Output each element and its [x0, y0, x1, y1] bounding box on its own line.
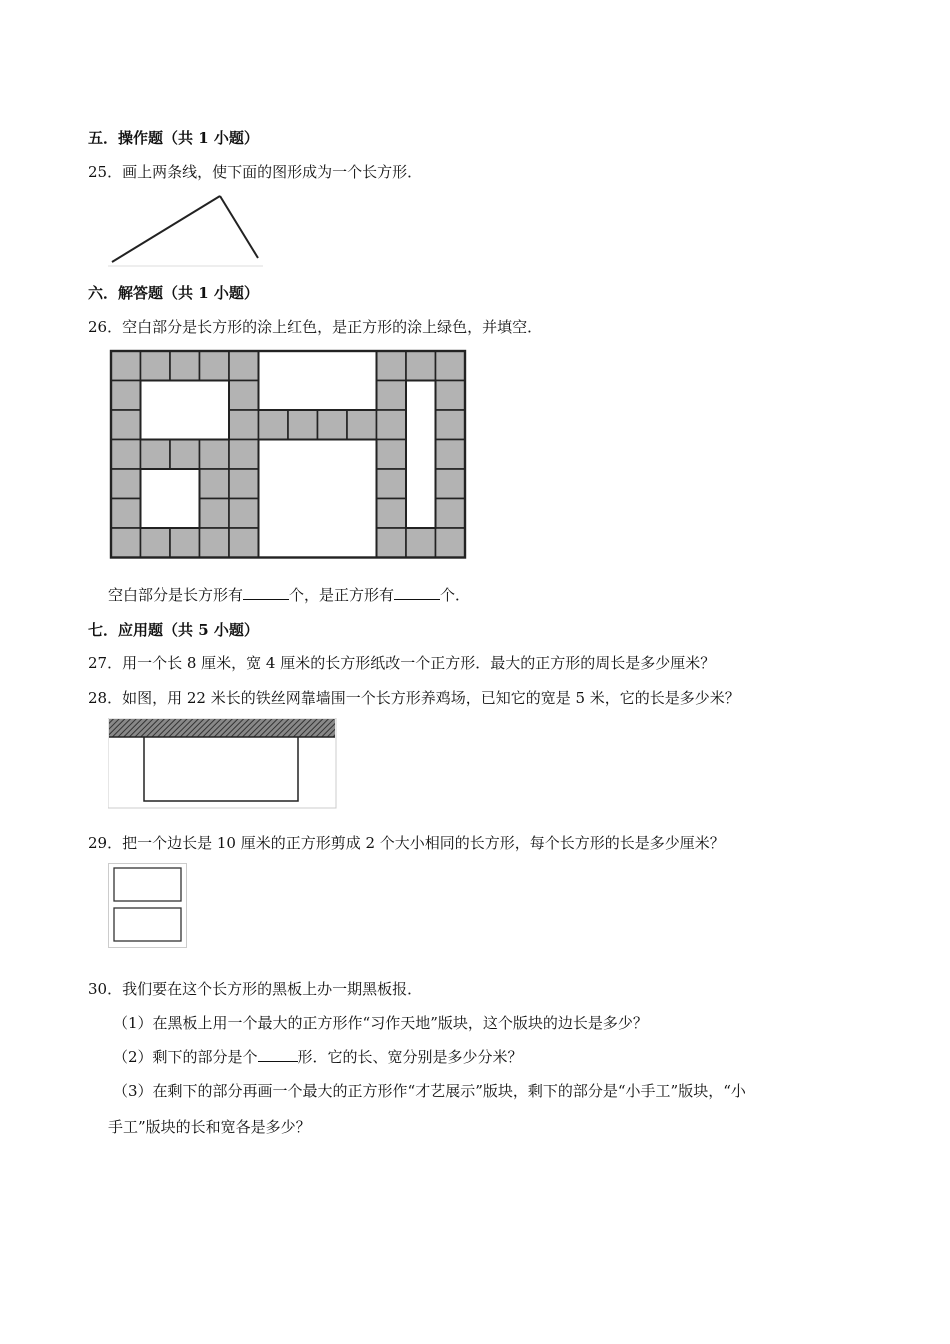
- grid-cell: [200, 351, 230, 381]
- blank-region[interactable]: [259, 351, 377, 410]
- question-30-1: （1）在黑板上用一个最大的正方形作“习作天地”版块，这个版块的边长是多少？: [113, 1014, 648, 1032]
- grid-cell: [170, 440, 200, 470]
- question-29: 29．把一个边长是 10 厘米的正方形剪成 2 个大小相同的长方形，每个长方形的长是多少厘米？: [88, 834, 725, 852]
- blank-region[interactable]: [141, 469, 200, 528]
- grid-cell: [406, 528, 436, 558]
- grid-cell: [170, 528, 200, 558]
- question-25: 25．画上两条线，使下面的图形成为一个长方形．: [88, 163, 423, 181]
- grid-cell: [111, 351, 141, 381]
- q29-square-figure: [108, 863, 188, 949]
- q26-fill-text-a: 空白部分是长方形有: [108, 586, 244, 604]
- grid-cell: [377, 440, 407, 470]
- q30-2-text-b: 形．它的长、宽分别是多少分米？: [297, 1048, 523, 1066]
- grid-cell: [436, 528, 466, 558]
- section-6-heading: 六．解答题（共 1 小题）: [88, 284, 259, 302]
- question-28: 28．如图，用 22 米长的铁丝网靠墙围一个长方形养鸡场，已知它的宽是 5 米，它的长是多少米？: [88, 689, 740, 707]
- grid-cell: [111, 410, 141, 440]
- grid-cell: [111, 381, 141, 411]
- grid-cell: [229, 351, 259, 381]
- blank-region[interactable]: [406, 381, 436, 529]
- grid-cell: [111, 499, 141, 529]
- grid-cell: [111, 469, 141, 499]
- question-27: 27．用一个长 8 厘米，宽 4 厘米的长方形纸改一个正方形．最大的正方形的周长是多少厘米？: [88, 654, 716, 672]
- grid-cell: [259, 410, 289, 440]
- grid-cell: [377, 381, 407, 411]
- grid-cell: [288, 410, 318, 440]
- grid-cell: [229, 499, 259, 529]
- question-30-3-cont: 手工”版块的长和宽各是多少？: [108, 1118, 311, 1136]
- q26-grid-figure: [108, 348, 468, 564]
- q26-blank-rect[interactable]: [243, 585, 289, 600]
- grid-cell: [111, 440, 141, 470]
- grid-cell: [406, 351, 436, 381]
- blank-region[interactable]: [259, 440, 377, 558]
- section-5-heading: 五．操作题（共 1 小题）: [88, 129, 259, 147]
- grid-cell: [200, 469, 230, 499]
- grid-cell: [377, 499, 407, 529]
- grid-cell: [436, 440, 466, 470]
- grid-cell: [318, 410, 348, 440]
- grid-cell: [377, 351, 407, 381]
- grid-cell: [377, 528, 407, 558]
- grid-cell: [436, 381, 466, 411]
- grid-cell: [377, 469, 407, 499]
- q30-2-text-a: （2）剩下的部分是个: [113, 1048, 258, 1066]
- grid-cell: [200, 528, 230, 558]
- question-30-2: [113, 1047, 523, 1067]
- section-7-heading: 七．应用题（共 5 小题）: [88, 621, 259, 639]
- grid-cell: [436, 351, 466, 381]
- grid-cell: [229, 410, 259, 440]
- q26-blank-square[interactable]: [394, 585, 440, 600]
- grid-cell: [141, 528, 171, 558]
- question-26: 26．空白部分是长方形的涂上红色，是正方形的涂上绿色，并填空．: [88, 318, 543, 336]
- grid-cell: [141, 440, 171, 470]
- grid-cell: [170, 351, 200, 381]
- question-30: 30．我们要在这个长方形的黑板上办一期黑板报．: [88, 980, 423, 998]
- q26-fill-text-c: 个．: [440, 586, 471, 604]
- grid-cell: [111, 528, 141, 558]
- grid-cell: [141, 351, 171, 381]
- grid-cell: [200, 499, 230, 529]
- q30-2-blank[interactable]: [258, 1047, 298, 1062]
- q25-angle-figure: [108, 192, 263, 268]
- q26-fill-text-b: 个，是正方形有: [289, 586, 395, 604]
- blank-region[interactable]: [141, 381, 230, 440]
- grid-cell: [229, 469, 259, 499]
- q28-wall-figure: [108, 718, 338, 810]
- question-30-3: （3）在剩下的部分再画一个最大的正方形作“才艺展示”版块，剩下的部分是“小手工”版块，“小: [113, 1082, 746, 1100]
- grid-cell: [229, 528, 259, 558]
- grid-cell: [436, 410, 466, 440]
- grid-cell: [436, 499, 466, 529]
- grid-cell: [200, 440, 230, 470]
- grid-cell: [436, 469, 466, 499]
- grid-cell: [229, 381, 259, 411]
- grid-cell: [377, 410, 407, 440]
- grid-cell: [229, 440, 259, 470]
- q26-fill-line: [108, 585, 470, 605]
- grid-cell: [347, 410, 377, 440]
